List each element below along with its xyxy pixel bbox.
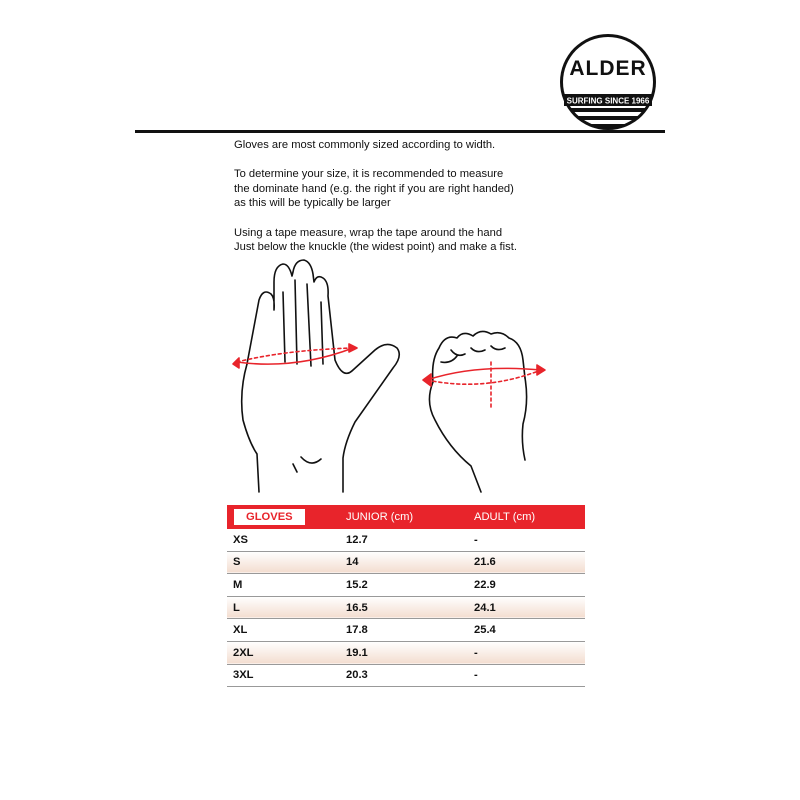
gloves-label: GLOVES: [233, 508, 306, 526]
instructions: [234, 138, 634, 269]
intro-paragraph-2: [234, 167, 634, 211]
header-junior: JUNIOR (cm): [336, 505, 464, 529]
intro-p3-line1: Using a tape measure, wrap the tape around the hand: [234, 226, 503, 239]
size-cell: L: [227, 596, 336, 619]
adult-cell: 21.6: [464, 551, 585, 574]
table-row: [227, 619, 585, 642]
table-header-row: [227, 505, 585, 529]
table-row: [227, 596, 585, 619]
header-rule: [135, 130, 665, 133]
junior-cell: 15.2: [336, 574, 464, 597]
adult-cell: -: [464, 664, 585, 687]
logo-wordmark: ALDER: [569, 57, 647, 80]
alder-logo: [556, 30, 660, 134]
intro-paragraph-1: [234, 138, 634, 153]
intro-paragraph-3: [234, 226, 634, 255]
adult-cell: -: [464, 529, 585, 551]
size-cell: XL: [227, 619, 336, 642]
alder-logo-icon: [556, 30, 660, 134]
junior-cell: 19.1: [336, 641, 464, 664]
junior-cell: 17.8: [336, 619, 464, 642]
open-hand-icon: [242, 260, 400, 492]
size-cell: 3XL: [227, 664, 336, 687]
intro-p2-line1: To determine your size, it is recommended to measure: [234, 168, 504, 181]
size-cell: XS: [227, 529, 336, 551]
header-adult: ADULT (cm): [464, 505, 585, 529]
intro-p2-line2: the dominate hand (e.g. the right if you are right handed): [234, 182, 514, 195]
table-row: [227, 551, 585, 574]
junior-cell: 20.3: [336, 664, 464, 687]
logo-tagline: SURFING SINCE 1966: [566, 96, 650, 106]
adult-cell: 22.9: [464, 574, 585, 597]
junior-cell: 12.7: [336, 529, 464, 551]
intro-p1: Gloves are most commonly sized according to width.: [234, 139, 496, 151]
table-row: [227, 529, 585, 551]
adult-cell: 25.4: [464, 619, 585, 642]
intro-p2-line3: as this will be typically be larger: [234, 197, 391, 210]
header-gloves: [227, 505, 336, 529]
junior-cell: 14: [336, 551, 464, 574]
adult-cell: 24.1: [464, 596, 585, 619]
table-row: [227, 664, 585, 687]
intro-p3-line2: Just below the knuckle (the widest point) and make a fist.: [234, 241, 517, 254]
size-cell: S: [227, 551, 336, 574]
fist-icon: [429, 331, 526, 492]
measuring-tape-icon: [233, 344, 357, 368]
hand-measurement-illustration: [225, 252, 585, 498]
size-cell: 2XL: [227, 641, 336, 664]
table-row: [227, 574, 585, 597]
glove-size-table: [227, 505, 585, 687]
size-cell: M: [227, 574, 336, 597]
table-row: [227, 641, 585, 664]
adult-cell: -: [464, 641, 585, 664]
junior-cell: 16.5: [336, 596, 464, 619]
